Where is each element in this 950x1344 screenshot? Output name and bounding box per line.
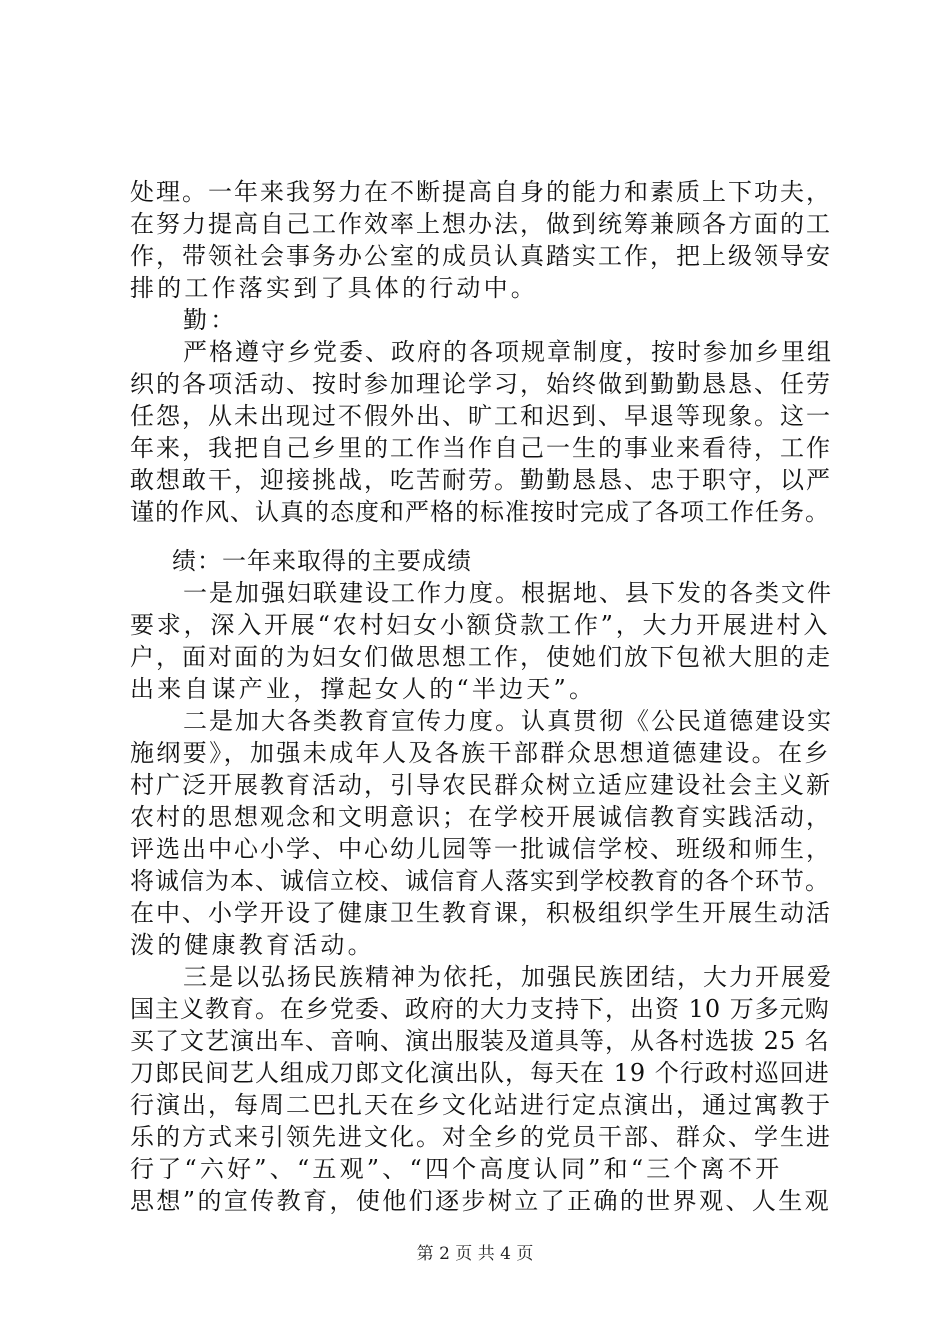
text-line: 户，面对面的为妇女们做思想工作，使她们放下包袱大胆的走 — [130, 643, 832, 671]
text-line: 出来自谋产业，撑起女人的“半边天”。 — [130, 675, 597, 703]
text-line: 任怨，从未出现过不假外出、旷工和迟到、早退等现象。这一 — [130, 402, 832, 430]
text-line: 织的各项活动、按时参加理论学习，始终做到勤勤恳恳、任劳 — [130, 370, 832, 398]
text-line: 泼的健康教育活动。 — [130, 931, 375, 959]
section-heading: 勤： — [183, 306, 238, 334]
page-number-footer: 第 2 页 共 4 页 — [416, 1244, 534, 1264]
text-line: 要求，深入开展“农村妇女小额贷款工作”，大力开展进村入 — [130, 611, 831, 639]
text-line: 敢想敢干，迎接挑战，吃苦耐劳。勤勤恳恳、忠于职守，以严 — [130, 466, 832, 494]
text-line: 年来，我把自己乡里的工作当作自己一生的事业来看待，工作 — [130, 434, 832, 462]
text-line: 施纲要》，加强未成年人及各族干部群众思想道德建设。在乡 — [130, 739, 831, 767]
text-line: 严格遵守乡党委、政府的各项规章制度，按时参加乡里组 — [183, 338, 833, 366]
text-line: 刀郎民间艺人组成刀郎文化演出队，每天在 19 个行政村巡回进 — [130, 1059, 830, 1087]
text-line: 谨的作风、认真的态度和严格的标准按时完成了各项工作任务。 — [130, 498, 830, 526]
section-heading: 绩：一年来取得的主要成绩 — [172, 547, 472, 575]
text-line: 乐的方式来引领先进文化。对全乡的党员干部、群众、学生进 — [130, 1123, 832, 1151]
text-line: 三是以弘扬民族精神为依托，加强民族团结，大力开展爱 — [183, 963, 833, 991]
text-line: 行演出，每周二巴扎天在乡文化站进行定点演出，通过寓教于 — [130, 1091, 832, 1119]
text-line: 国主义教育。在乡党委、政府的大力支持下，出资 10 万多元购 — [130, 995, 830, 1023]
text-line: 将诚信为本、诚信立校、诚信育人落实到学校教育的各个环节。 — [130, 867, 830, 895]
text-line: 排的工作落实到了具体的行动中。 — [130, 274, 538, 302]
text-line: 村广泛开展教育活动，引导农民群众树立适应建设社会主义新 — [130, 771, 832, 799]
text-line: 在努力提高自己工作效率上想办法，做到统筹兼顾各方面的工 — [130, 210, 832, 238]
text-line: 在中、小学开设了健康卫生教育课，积极组织学生开展生动活 — [130, 899, 832, 927]
text-line: 农村的思想观念和文明意识；在学校开展诚信教育实践活动， — [130, 803, 832, 831]
text-line: 买了文艺演出车、音响、演出服装及道具等，从各村选拔 25 名 — [130, 1027, 830, 1055]
text-line: 处理。一年来我努力在不断提高自身的能力和素质上下功夫， — [130, 178, 832, 206]
text-line: 作，带领社会事务办公室的成员认真踏实工作，把上级领导安 — [130, 242, 832, 270]
text-line: 思想”的宣传教育，使他们逐步树立了正确的世界观、人生观 — [130, 1187, 832, 1215]
text-line: 一是加强妇联建设工作力度。根据地、县下发的各类文件 — [183, 579, 833, 607]
text-line: 行了“六好”、“五观”、“四个高度认同”和“三个离不开 — [130, 1155, 783, 1183]
text-line: 二是加大各类教育宣传力度。认真贯彻《公民道德建设实 — [183, 707, 833, 735]
text-line: 评选出中心小学、中心幼儿园等一批诚信学校、班级和师生， — [130, 835, 832, 863]
